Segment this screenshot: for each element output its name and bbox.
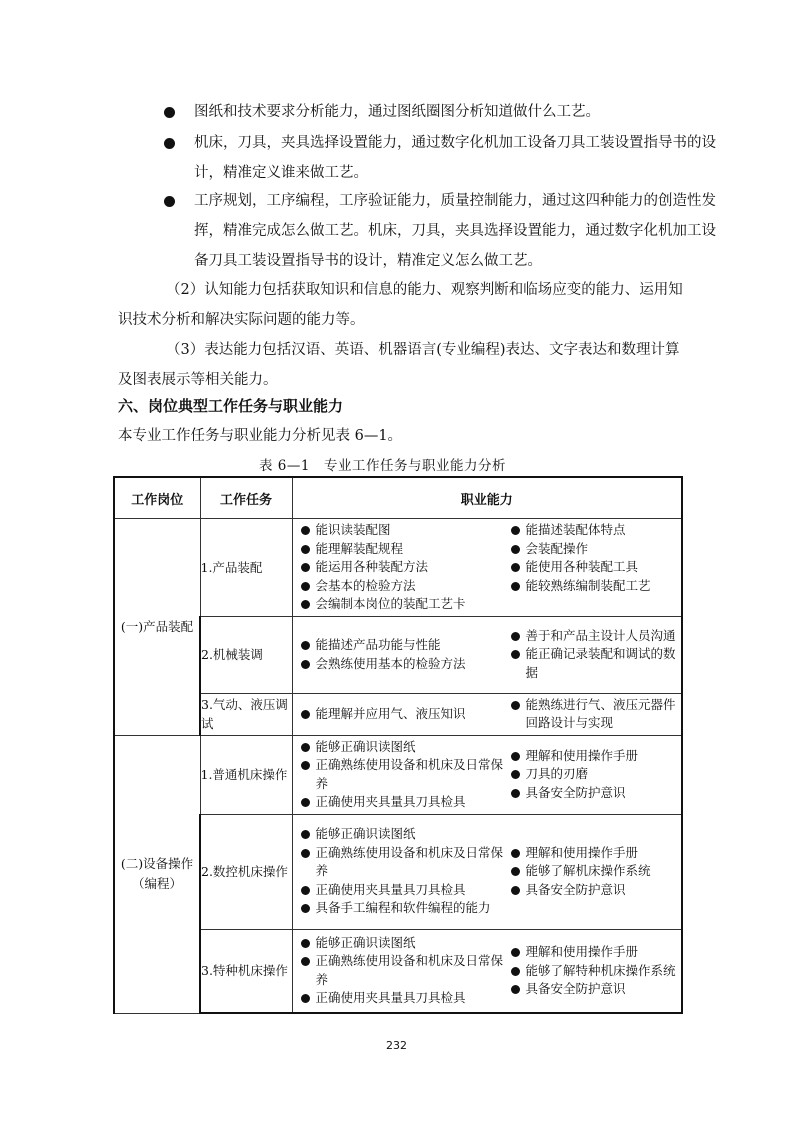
bullet-dot-icon (164, 138, 175, 149)
ability-cell (292, 616, 682, 693)
paragraph-cognitive (118, 275, 683, 335)
bullet-item (164, 128, 724, 188)
page-number: 232 (386, 1039, 407, 1052)
ability-item: 能够了解特种机床操作系统 (509, 962, 678, 981)
bullet-item (164, 186, 724, 276)
task-cell: 3.气动、液压调试 (200, 693, 292, 735)
table-caption: 表 6—1 专业工作任务与职业能力分析 (259, 458, 506, 474)
paragraph-label: （2） (166, 282, 205, 298)
ability-item: 正确熟练使用设备和机床及日常保养 (299, 952, 509, 989)
ability-item: 会编制本岗位的装配工艺卡 (299, 595, 509, 614)
ability-item: 正确使用夹具量具刀具检具 (299, 881, 509, 900)
ability-item: 能够正确识读图纸 (299, 934, 509, 953)
ability-item: 理解和使用操作手册 (509, 943, 678, 962)
ability-cell (292, 735, 682, 814)
ability-table (113, 476, 683, 1014)
bullet-text: 工序规划，工序编程，工序验证能力，质量控制能力，通过这四种能力的创造性发挥，精准完成怎么做工艺。机床，刀具，夹具选择设置能力，通过数字化机加工设备刀具工装设置指导书的设计，精准定义怎么做工艺。 (194, 193, 716, 269)
ability-item: 刀具的刃磨 (509, 765, 678, 784)
ability-item: 正确使用夹具量具刀具检具 (299, 989, 509, 1008)
ability-item: 善于和产品主设计人员沟通 (509, 627, 678, 646)
ability-item: 能够正确识读图纸 (299, 738, 509, 757)
ability-item: 正确使用夹具量具刀具检具 (299, 793, 509, 812)
intro-text: 本专业工作任务与职业能力分析见表 6—1。 (118, 428, 403, 444)
ability-item: 能识读装配图 (299, 521, 509, 540)
ability-item: 能理解装配规程 (299, 540, 509, 559)
table-header-row (114, 477, 682, 519)
table-row (114, 814, 682, 929)
ability-item: 正确熟练使用设备和机床及日常保养 (299, 756, 509, 793)
bullet-item (164, 97, 724, 127)
task-cell: 1.普通机床操作 (200, 735, 292, 814)
ability-item: 具备安全防护意识 (509, 881, 678, 900)
ability-cell (292, 929, 682, 1013)
ability-item: 能较熟练编制装配工艺 (509, 577, 678, 596)
post-cell: (二)设备操作（编程） (114, 735, 200, 1013)
task-cell: 2.数控机床操作 (200, 814, 292, 929)
ability-cell (292, 814, 682, 929)
ability-item: 能够了解机床操作系统 (509, 862, 678, 881)
ability-item: 正确熟练使用设备和机床及日常保养 (299, 844, 509, 881)
task-cell: 2.机械装调 (200, 616, 292, 693)
task-cell: 3.特种机床操作 (200, 929, 292, 1013)
table-row (114, 735, 682, 814)
header-task: 工作任务 (200, 477, 292, 519)
ability-item: 会基本的检验方法 (299, 577, 509, 596)
ability-item: 能运用各种装配方法 (299, 558, 509, 577)
task-cell: 1.产品装配 (200, 519, 292, 617)
ability-item: 能理解并应用气、液压知识 (299, 705, 509, 724)
section-heading: 六、岗位典型工作任务与职业能力 (118, 397, 344, 415)
paragraph-text: 认知能力包括获取知识和信息的能力、观察判断和临场应变的能力、运用知识技术分析和解决实际问题的能力等。 (118, 282, 683, 328)
ability-item: 理解和使用操作手册 (509, 747, 678, 766)
table-row (114, 616, 682, 693)
bullet-dot-icon (164, 196, 175, 207)
table-row (114, 929, 682, 1013)
ability-item: 具备手工编程和软件编程的能力 (299, 899, 509, 918)
ability-item: 能熟练进行气、液压元器件回路设计与实现 (509, 696, 678, 733)
ability-item: 能正确记录装配和调试的数据 (509, 645, 678, 682)
ability-item: 能描述装配体特点 (509, 521, 678, 540)
table-row (114, 519, 682, 617)
bullet-text: 机床，刀具，夹具选择设置能力，通过数字化机加工设备刀具工装设置指导书的设计，精准定义谁来做工艺。 (194, 135, 716, 181)
ability-item: 能描述产品功能与性能 (299, 636, 509, 655)
ability-item: 具备安全防护意识 (509, 980, 678, 999)
header-post: 工作岗位 (114, 477, 200, 519)
table-row (114, 693, 682, 735)
ability-item: 会熟练使用基本的检验方法 (299, 655, 509, 674)
ability-cell (292, 693, 682, 735)
paragraph-text: 表达能力包括汉语、英语、机器语言(专业编程)表达、文字表达和数理计算及图表展示等相关能力。 (118, 342, 680, 388)
ability-item: 会装配操作 (509, 540, 678, 559)
ability-item: 能使用各种装配工具 (509, 558, 678, 577)
bullet-dot-icon (164, 107, 175, 118)
ability-item: 理解和使用操作手册 (509, 844, 678, 863)
paragraph-label: （3） (166, 342, 205, 358)
ability-cell (292, 519, 682, 617)
ability-item: 具备安全防护意识 (509, 784, 678, 803)
header-ability: 职业能力 (292, 477, 682, 519)
bullet-text: 图纸和技术要求分析能力，通过图纸圈图分析知道做什么工艺。 (194, 104, 600, 120)
post-cell: (一)产品装配 (114, 519, 200, 736)
ability-item: 能够正确识读图纸 (299, 825, 509, 844)
paragraph-expression (118, 335, 683, 395)
